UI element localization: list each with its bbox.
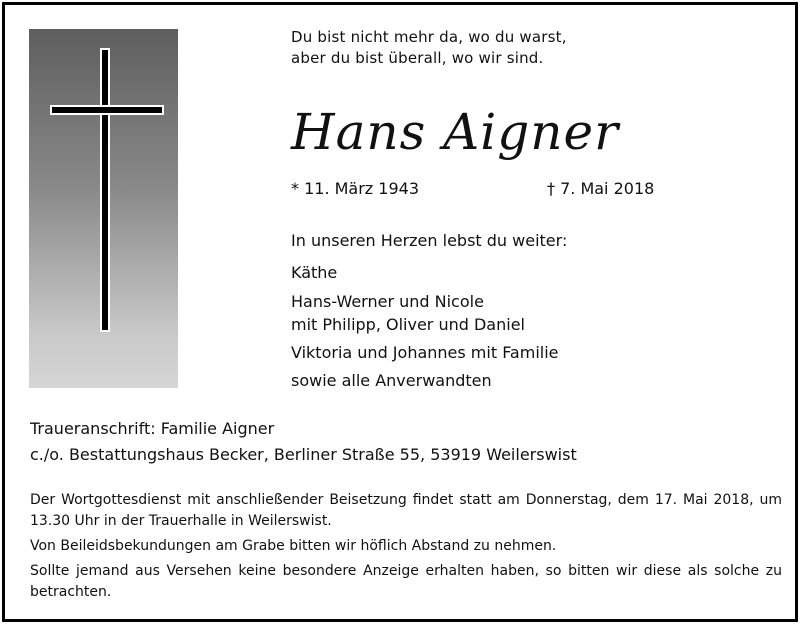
latin-cross-icon bbox=[29, 29, 178, 388]
verse-line-2: aber du bist überall, wo wir sind. bbox=[291, 49, 544, 67]
mourner-line: Hans-Werner und Nicole bbox=[291, 292, 484, 311]
service-notice: Der Wortgottesdienst mit anschließender Beisetzung findet statt am Donnerstag, dem 17. Mai 2018, um 13.30 Uhr in der Trauerhalle in Weilerswist. bbox=[30, 492, 782, 529]
deceased-name: Hans Aigner bbox=[291, 103, 619, 161]
mourners-intro: In unseren Herzen lebst du weiter: bbox=[291, 231, 568, 250]
mourner-group bbox=[291, 341, 771, 365]
address-line-1: Traueranschrift: Familie Aigner bbox=[30, 419, 275, 438]
condolence-notice: Von Beileidsbekundungen am Grabe bitten wir höflich Abstand zu nehmen. bbox=[30, 538, 557, 554]
mourner-line: Käthe bbox=[291, 263, 338, 282]
death-date: † 7. Mai 2018 bbox=[547, 179, 655, 198]
life-dates bbox=[291, 177, 691, 201]
mourner-line: sowie alle Anverwandten bbox=[291, 371, 492, 390]
mourners-list bbox=[291, 261, 771, 393]
mourner-line: Viktoria und Johannes mit Familie bbox=[291, 343, 559, 362]
verse-line-1: Du bist nicht mehr da, wo du warst, bbox=[291, 28, 567, 46]
notices bbox=[30, 490, 782, 607]
memorial-verse bbox=[291, 27, 771, 69]
obituary-frame bbox=[2, 2, 798, 622]
mourner-group bbox=[291, 369, 771, 393]
mourning-address bbox=[30, 416, 790, 468]
mourner-line: mit Philipp, Oliver und Daniel bbox=[291, 315, 525, 334]
address-line-2: c./o. Bestattungshaus Becker, Berliner Straße 55, 53919 Weilerswist bbox=[30, 445, 577, 464]
mourner-group bbox=[291, 290, 771, 336]
announcement-notice: Sollte jemand aus Versehen keine besondere Anzeige erhalten haben, so bitten wir diese als solche zu betrachten. bbox=[30, 563, 782, 600]
birth-date: * 11. März 1943 bbox=[291, 179, 420, 198]
mourner-group bbox=[291, 261, 771, 285]
cross-panel bbox=[29, 29, 178, 388]
